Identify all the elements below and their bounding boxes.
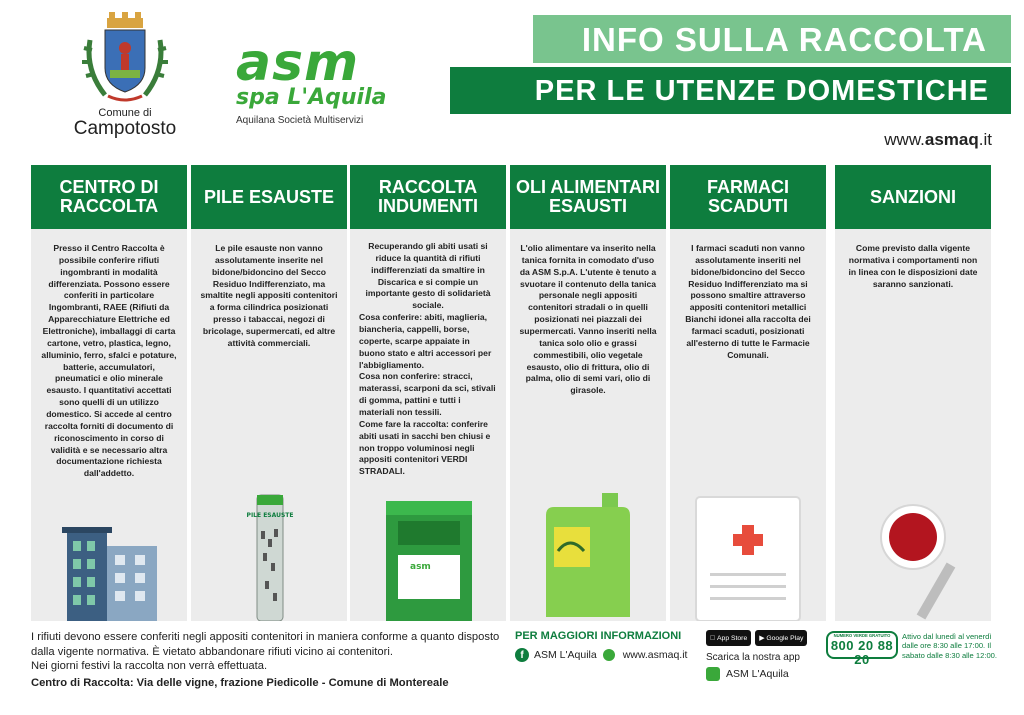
asm-logo-sub: spa L'Aquila	[236, 84, 387, 110]
column-title: OLI ALIMENTARI ESAUSTI	[510, 165, 666, 229]
app-download-text: Scarica la nostra app	[706, 652, 800, 663]
pile-container-label: PILE ESAUSTE	[246, 512, 294, 519]
stop-sign-icon	[835, 491, 991, 621]
facebook-icon[interactable]: f	[515, 648, 529, 662]
column-pile-esauste	[191, 165, 347, 621]
footer-line-1: I rifiuti devono essere conferiti negli appositi contenitori in maniera conforme a quanto disposto dalla vigente normativa. È vietato abbandonare rifiuti vicino ai contenitori.	[31, 631, 500, 658]
crest-icon	[80, 10, 170, 105]
numero-verde-number: 800 20 88 20	[830, 638, 894, 667]
column-title: PILE ESAUSTE	[191, 165, 347, 229]
column-text: Presso il Centro Raccolta è possibile conferire rifiuti ingombranti in modalità differenziata. Possono essere conferiti in particolare Ingombranti, RAEE (Rifiuti da Apparecchiature Elettriche ed Elettroniche), imballaggi di carta cartone, vetro, plastica, legno, alluminio, ferro, sfalci e potature, batterie, accumulatori, pneumatici e olio minerale esausto. I quantitativi accettati sono quelli di un utilizzo domestico. Si accede al centro raccolta forniti di documento di riconoscimento in corso di validità e se necessario altra documentazione richiesta dall'addetto.	[41, 243, 177, 479]
column-sanzioni	[835, 165, 991, 621]
medicine-box-icon	[670, 491, 826, 621]
app-name: ASM L'Aquila	[726, 668, 789, 680]
column-farmaci-scaduti	[670, 165, 826, 621]
clothes-bin-icon	[350, 491, 506, 621]
section-label: Come fare la raccolta	[359, 418, 446, 429]
google-play-badge[interactable]: ▶ Google Play	[755, 630, 807, 646]
column-title: RACCOLTA INDUMENTI	[350, 165, 506, 229]
footer-contacts	[515, 630, 705, 662]
column-title: FARMACI SCADUTI	[670, 165, 826, 229]
numero-verde-label: NUMERO VERDE GRATUITO	[833, 633, 891, 638]
column-title: SANZIONI	[835, 165, 991, 229]
oil-tank-icon	[510, 491, 666, 621]
indumenti-intro: Recuperando gli abiti usati si riduce la quantità di rifiuti indifferenziati da smaltire in Discarica e si compie un importante gesto di solidarietà sociale.	[365, 241, 491, 311]
facebook-label[interactable]: ASM L'Aquila	[534, 649, 597, 661]
numero-verde[interactable]	[826, 631, 898, 667]
apple-icon	[710, 634, 712, 642]
column-title: CENTRO DI RACCOLTA	[31, 165, 187, 229]
title-line-2: PER LE UTENZE DOMESTICHE	[450, 67, 1011, 114]
comune-name: Campotosto	[73, 118, 177, 139]
app-store-badge[interactable]: App Store	[706, 630, 751, 646]
column-raccolta-indumenti	[350, 165, 506, 621]
building-icon	[31, 491, 187, 621]
numero-verde-hours: Attivo dal lunedì al venerdì dalle ore 8:30 alle 17:00. Il sabato dalle 8:30 alle 12:00.	[902, 632, 997, 660]
column-oli-alimentari	[510, 165, 666, 621]
more-info-heading: PER MAGGIORI INFORMAZIONI	[515, 630, 682, 642]
footer-line-2: Nei giorni festivi la raccolta non verrà effettuata.	[31, 660, 268, 673]
website-link[interactable]: www.asmaq.it	[884, 130, 992, 149]
asm-logo-main: asm	[236, 33, 360, 93]
bin-logo: asm	[410, 562, 431, 572]
play-icon: ▶	[754, 635, 762, 642]
footer-website[interactable]: www.asmaq.it	[622, 649, 688, 661]
column-text: Come previsto dalla vigente normativa i comportamenti non in linea con le disposizioni date saranno sanzionati.	[848, 243, 978, 289]
column-centro-raccolta	[31, 165, 187, 621]
footer-notes	[31, 630, 513, 690]
battery-container-icon	[191, 491, 347, 621]
comune-prefix: Comune di	[98, 107, 152, 119]
asm-logo	[236, 33, 396, 126]
comune-crest	[70, 10, 180, 140]
column-text: Le pile esauste non vanno assolutamente inserite nel bidone/bidoncino del Secco Residuo Indifferenziato, ma smaltite negli appositi contenitori a forma cilindrica posizionati presso i tabaccai, negozi di bricolage, supermercati, ed altre attività commerciali.	[200, 243, 338, 348]
asm-tagline: Aquilana Società Multiservizi	[236, 114, 364, 126]
asm-app-icon[interactable]	[706, 667, 720, 681]
column-text: I farmaci scaduti non vanno assolutamente inseriti nel bidone/bidoncino del Secco Residuo Indifferenziato ma si possono smaltire attraverso appositi contenitori metallici Bianchi idonei alla raccolta dei farmaci scaduti, posizionati all'esterno di tutte le Farmacie Comunali.	[685, 243, 811, 360]
footer-centro-raccolta: Centro di Raccolta: Via delle vigne, frazione Piedicolle - Comune di Montereale	[31, 676, 449, 689]
title-line-1: INFO SULLA RACCOLTA	[533, 15, 1011, 63]
asm-badge-icon	[603, 649, 615, 661]
column-text: Recuperando gli abiti usati si riduce la quantità di rifiuti indifferenziati da smaltire in Discarica e si compie un importante gesto di solidarietà sociale. Cosa conferire: abiti, maglieria, biancheria, cappelli, borse, coperte, scarpe appaiate in buono stato e altri accessori per l'abbigliamento. Cosa non conferire: stracci, materassi, scarponi da sci, stivali di gomma, pattini e tutti i materiali non tessili. Come fare la raccolta: conferire abiti usati in sacchi ben chiusi e non troppo voluminosi negli appositi contenitori VERDI STRADALI.	[359, 241, 496, 477]
section-label: Cosa conferire	[359, 312, 420, 323]
section-label: Cosa non conferire	[359, 371, 438, 382]
app-stores	[706, 630, 816, 681]
column-text: L'olio alimentare va inserito nella tanica fornita in comodato d'uso da ASM S.p.A. L'utente è tenuto a svuotare il contenuto della tanica personale negli appositi contenitori stradali o in quelli posizionati nei piazzali dei supermercati. Vanno inseriti nella tanica solo olio e grassi commestibili, olio vegetale esausto, olio di frittura, olio di palma, olio di semi vari, olio di girasole.	[519, 243, 657, 396]
